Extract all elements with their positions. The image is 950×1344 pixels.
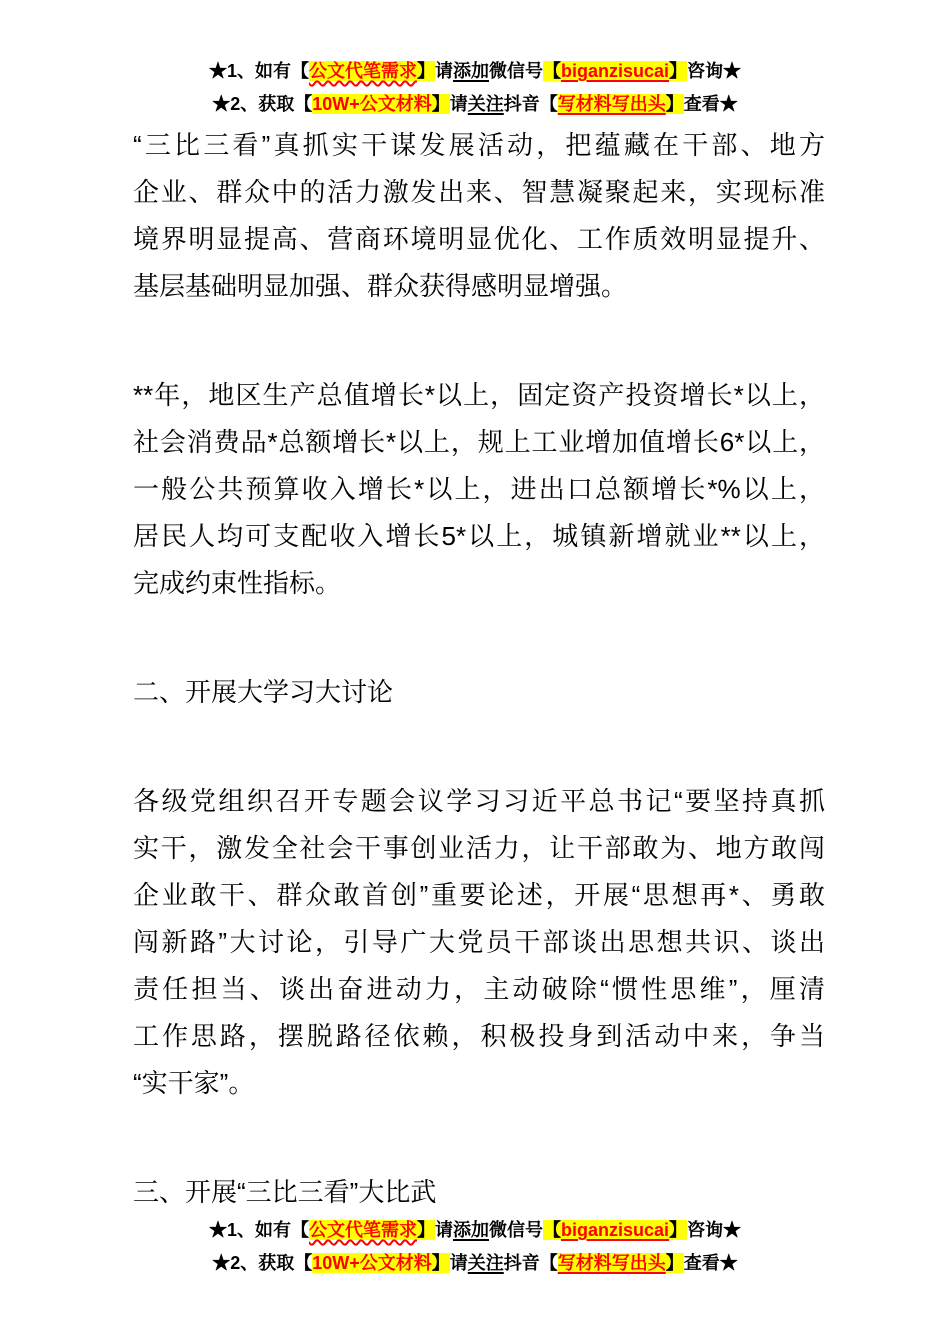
promo-text-segment: ★1、如有【 <box>208 61 309 81</box>
promo-text-segment: 】 <box>669 61 688 81</box>
text-line: 居民人均可支配收入增长5*以上，城镇新增就业**以上， <box>133 521 825 551</box>
promo-text-segment: ★2、获取【 <box>212 94 313 114</box>
text-line: “实干家”。 <box>133 1068 255 1098</box>
text-line: 工作思路，摆脱路径依赖，积极投身到活动中来，争当 <box>133 1021 825 1051</box>
promo-text-segment: 微信号 <box>488 61 543 81</box>
promo-text-segment: 写材料写出头 <box>557 94 666 114</box>
promo-footer <box>0 1214 950 1280</box>
promo-text-segment: 抖音【 <box>503 1253 558 1273</box>
promo-text-segment: 请 <box>449 1253 468 1273</box>
text-line: 闯新路”大讨论，引导广大党员干部谈出思想共识、谈出 <box>133 927 825 957</box>
promo-text-segment: 】 <box>416 1220 435 1240</box>
text-line: **年，地区生产总值增长*以上，固定资产投资增长*以上， <box>133 380 825 410</box>
promo-header <box>0 55 950 121</box>
promo-text-segment: 公文代笔需求 <box>308 61 417 81</box>
promo-text-segment: 请 <box>449 94 468 114</box>
promo-text-segment: 微信号 <box>488 1220 543 1240</box>
text-line: 社会消费品*总额增长*以上，规上工业增加值增长6*以上， <box>133 427 825 457</box>
promo-text-segment: 【 <box>542 1220 561 1240</box>
text-line: 实干，激发全社会干事创业活力，让干部敢为、地方敢闯 <box>133 833 825 863</box>
text-line: 企业、群众中的活力激发出来、智慧凝聚起来，实现标准 <box>133 177 825 207</box>
text-line: 责任担当、谈出奋进动力，主动破除“惯性思维”，厘清 <box>133 974 825 1004</box>
promo-text-segment: 添加 <box>452 1220 489 1240</box>
promo-text-segment: 】 <box>431 94 450 114</box>
promo-text-segment: 添加 <box>452 61 489 81</box>
promo-text-segment: 10W+公文材料 <box>312 94 432 114</box>
text-line: “三比三看”真抓实干谋发展活动，把蕴藏在干部、地方 <box>133 130 825 160</box>
text-line: 完成约束性指标。 <box>133 568 342 598</box>
promo-footer-line-2 <box>0 1247 950 1280</box>
para-sanbi-sankan-goals <box>133 122 825 310</box>
promo-text-segment: 抖音【 <box>503 94 558 114</box>
promo-text-segment: 10W+公文材料 <box>312 1253 432 1273</box>
promo-header-line-1 <box>0 55 950 88</box>
promo-header-line-2 <box>0 88 950 121</box>
promo-text-segment: 关注 <box>467 1253 504 1273</box>
promo-text-segment: 请 <box>434 1220 453 1240</box>
text-line: 境界明显提高、营商环境明显优化、工作质效明显提升、 <box>133 224 825 254</box>
promo-text-segment: 咨询★ <box>687 1220 742 1240</box>
para-economic-targets <box>133 372 825 607</box>
promo-text-segment: 关注 <box>467 94 504 114</box>
promo-text-segment: 公文代笔需求 <box>308 1220 417 1240</box>
heading-section-3: 三、开展“三比三看”大比武 <box>133 1177 437 1207</box>
promo-text-segment: biganzisucai <box>560 1220 670 1240</box>
text-line: 各级党组织召开专题会议学习习近平总书记“要坚持真抓 <box>133 786 825 816</box>
promo-text-segment: 咨询★ <box>687 61 742 81</box>
promo-text-segment: 】 <box>669 1220 688 1240</box>
promo-text-segment: 【 <box>542 61 561 81</box>
promo-text-segment: 请 <box>434 61 453 81</box>
promo-text-segment: 】 <box>431 1253 450 1273</box>
promo-footer-line-1 <box>0 1214 950 1247</box>
para-study-discussion <box>133 778 825 1107</box>
promo-text-segment: 写材料写出头 <box>557 1253 666 1273</box>
text-line: 企业敢干、群众敢首创”重要论述，开展“思想再*、勇敢 <box>133 880 825 910</box>
heading-section-2: 二、开展大学习大讨论 <box>133 677 394 707</box>
promo-text-segment: 】 <box>416 61 435 81</box>
promo-text-segment: 】 <box>665 1253 684 1273</box>
text-line: 基层基础明显加强、群众获得感明显增强。 <box>133 271 628 301</box>
promo-text-segment: 查看★ <box>683 94 738 114</box>
text-line: 一般公共预算收入增长*以上，进出口总额增长*%以上， <box>133 474 825 504</box>
promo-text-segment: 查看★ <box>683 1253 738 1273</box>
promo-text-segment: 】 <box>665 94 684 114</box>
promo-text-segment: ★2、获取【 <box>212 1253 313 1273</box>
promo-text-segment: ★1、如有【 <box>208 1220 309 1240</box>
promo-text-segment: biganzisucai <box>560 61 670 81</box>
document-body <box>133 122 825 1278</box>
